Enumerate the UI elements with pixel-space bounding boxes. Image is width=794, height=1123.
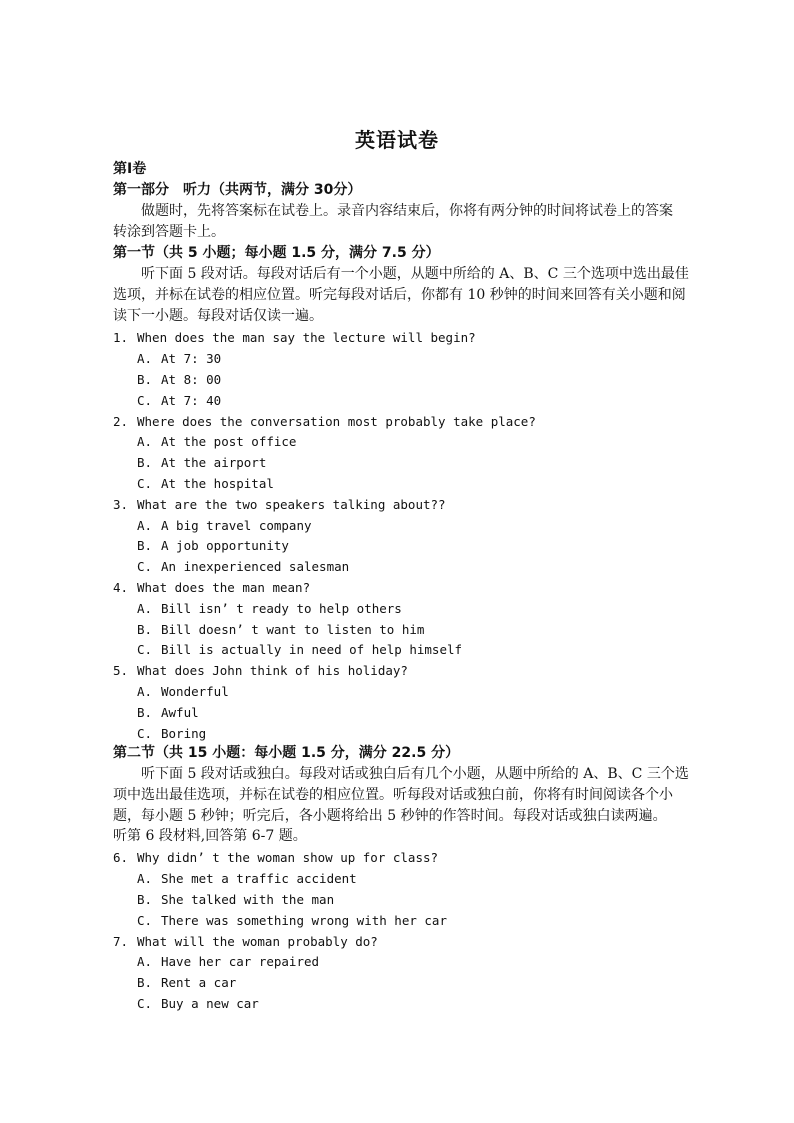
q5-option-a: A. Wonderful — [137, 684, 229, 699]
q7-option-c: C. Buy a new car — [137, 996, 259, 1011]
question-7: 7. What will the woman probably do? — [113, 934, 378, 949]
question-5: 5. What does John think of his holiday? — [113, 663, 408, 678]
question-1: 1. When does the man say the lecture will begin? — [113, 330, 476, 345]
q2-option-b: B. At the airport — [137, 455, 267, 470]
section1-directions-3: 读下一小题。每段对话仅读一遍。 — [113, 308, 323, 324]
q6-option-c: C. There was something wrong with her car — [137, 913, 447, 928]
q4-option-a: A. Bill isn’ t ready to help others — [137, 601, 402, 616]
volume-label: 第Ⅰ卷 — [113, 161, 147, 177]
question-2: 2. Where does the conversation most probably take place? — [113, 414, 536, 429]
q2-option-c: C. At the hospital — [137, 476, 274, 491]
q7-option-a: A. Have her car repaired — [137, 954, 320, 969]
question-4: 4. What does the man mean? — [113, 580, 311, 595]
section1-directions-2: 选项，并标在试卷的相应位置。听完每段对话后，你都有 10 秒钟的时间来回答有关小题和阅 — [113, 287, 686, 303]
q4-option-c: C. Bill is actually in need of help himself — [137, 642, 463, 657]
q7-option-b: B. Rent a car — [137, 975, 237, 990]
part1-heading: 第一部分 听力（共两节，满分 30分） — [113, 182, 362, 198]
q6-option-b: B. She talked with the man — [137, 892, 335, 907]
section1-heading: 第一节（共 5 小题；每小题 1.5 分，满分 7.5 分） — [113, 245, 440, 261]
q1-option-a: A. At 7: 30 — [137, 351, 222, 366]
q5-option-c: C. Boring — [137, 726, 207, 741]
q2-option-a: A. At the post office — [137, 434, 297, 449]
page-title: 英语试卷 — [355, 128, 439, 152]
q1-option-c: C. At 7: 40 — [137, 393, 222, 408]
question-6: 6. Why didn’ t the woman show up for class? — [113, 850, 439, 865]
material-note: 听第 6 段材料,回答第 6-7 题。 — [113, 828, 307, 844]
q5-option-b: B. Awful — [137, 705, 199, 720]
section2-directions-3: 题，每小题 5 秒钟；听完后，各小题将给出 5 秒钟的作答时间。每段对话或独白读两遍。 — [113, 808, 667, 824]
q4-option-b: B. Bill doesn’ t want to listen to him — [137, 622, 425, 637]
q1-option-b: B. At 8: 00 — [137, 372, 222, 387]
question-3: 3. What are the two speakers talking about?? — [113, 497, 446, 512]
q6-option-a: A. She met a traffic accident — [137, 871, 357, 886]
q3-option-b: B. A job opportunity — [137, 538, 289, 553]
section1-directions-1: 听下面 5 段对话。每段对话后有一个小题，从题中所给的 A、B、C 三个选项中选出最佳 — [141, 266, 689, 282]
section2-heading: 第二节（共 15 小题：每小题 1.5 分，满分 22.5 分） — [113, 745, 460, 761]
section2-directions-2: 项中选出最佳选项，并标在试卷的相应位置。听每段对话或独白前，你将有时间阅读各个小 — [113, 787, 673, 803]
instructions-line-1: 做题时，先将答案标在试卷上。录音内容结束后，你将有两分钟的时间将试卷上的答案 — [141, 203, 673, 219]
q3-option-a: A. A big travel company — [137, 518, 312, 533]
section2-directions-1: 听下面 5 段对话或独白。每段对话或独白后有几个小题，从题中所给的 A、B、C 三个选 — [141, 766, 689, 782]
q3-option-c: C. An inexperienced salesman — [137, 559, 350, 574]
instructions-line-2: 转涂到答题卡上。 — [113, 224, 225, 240]
